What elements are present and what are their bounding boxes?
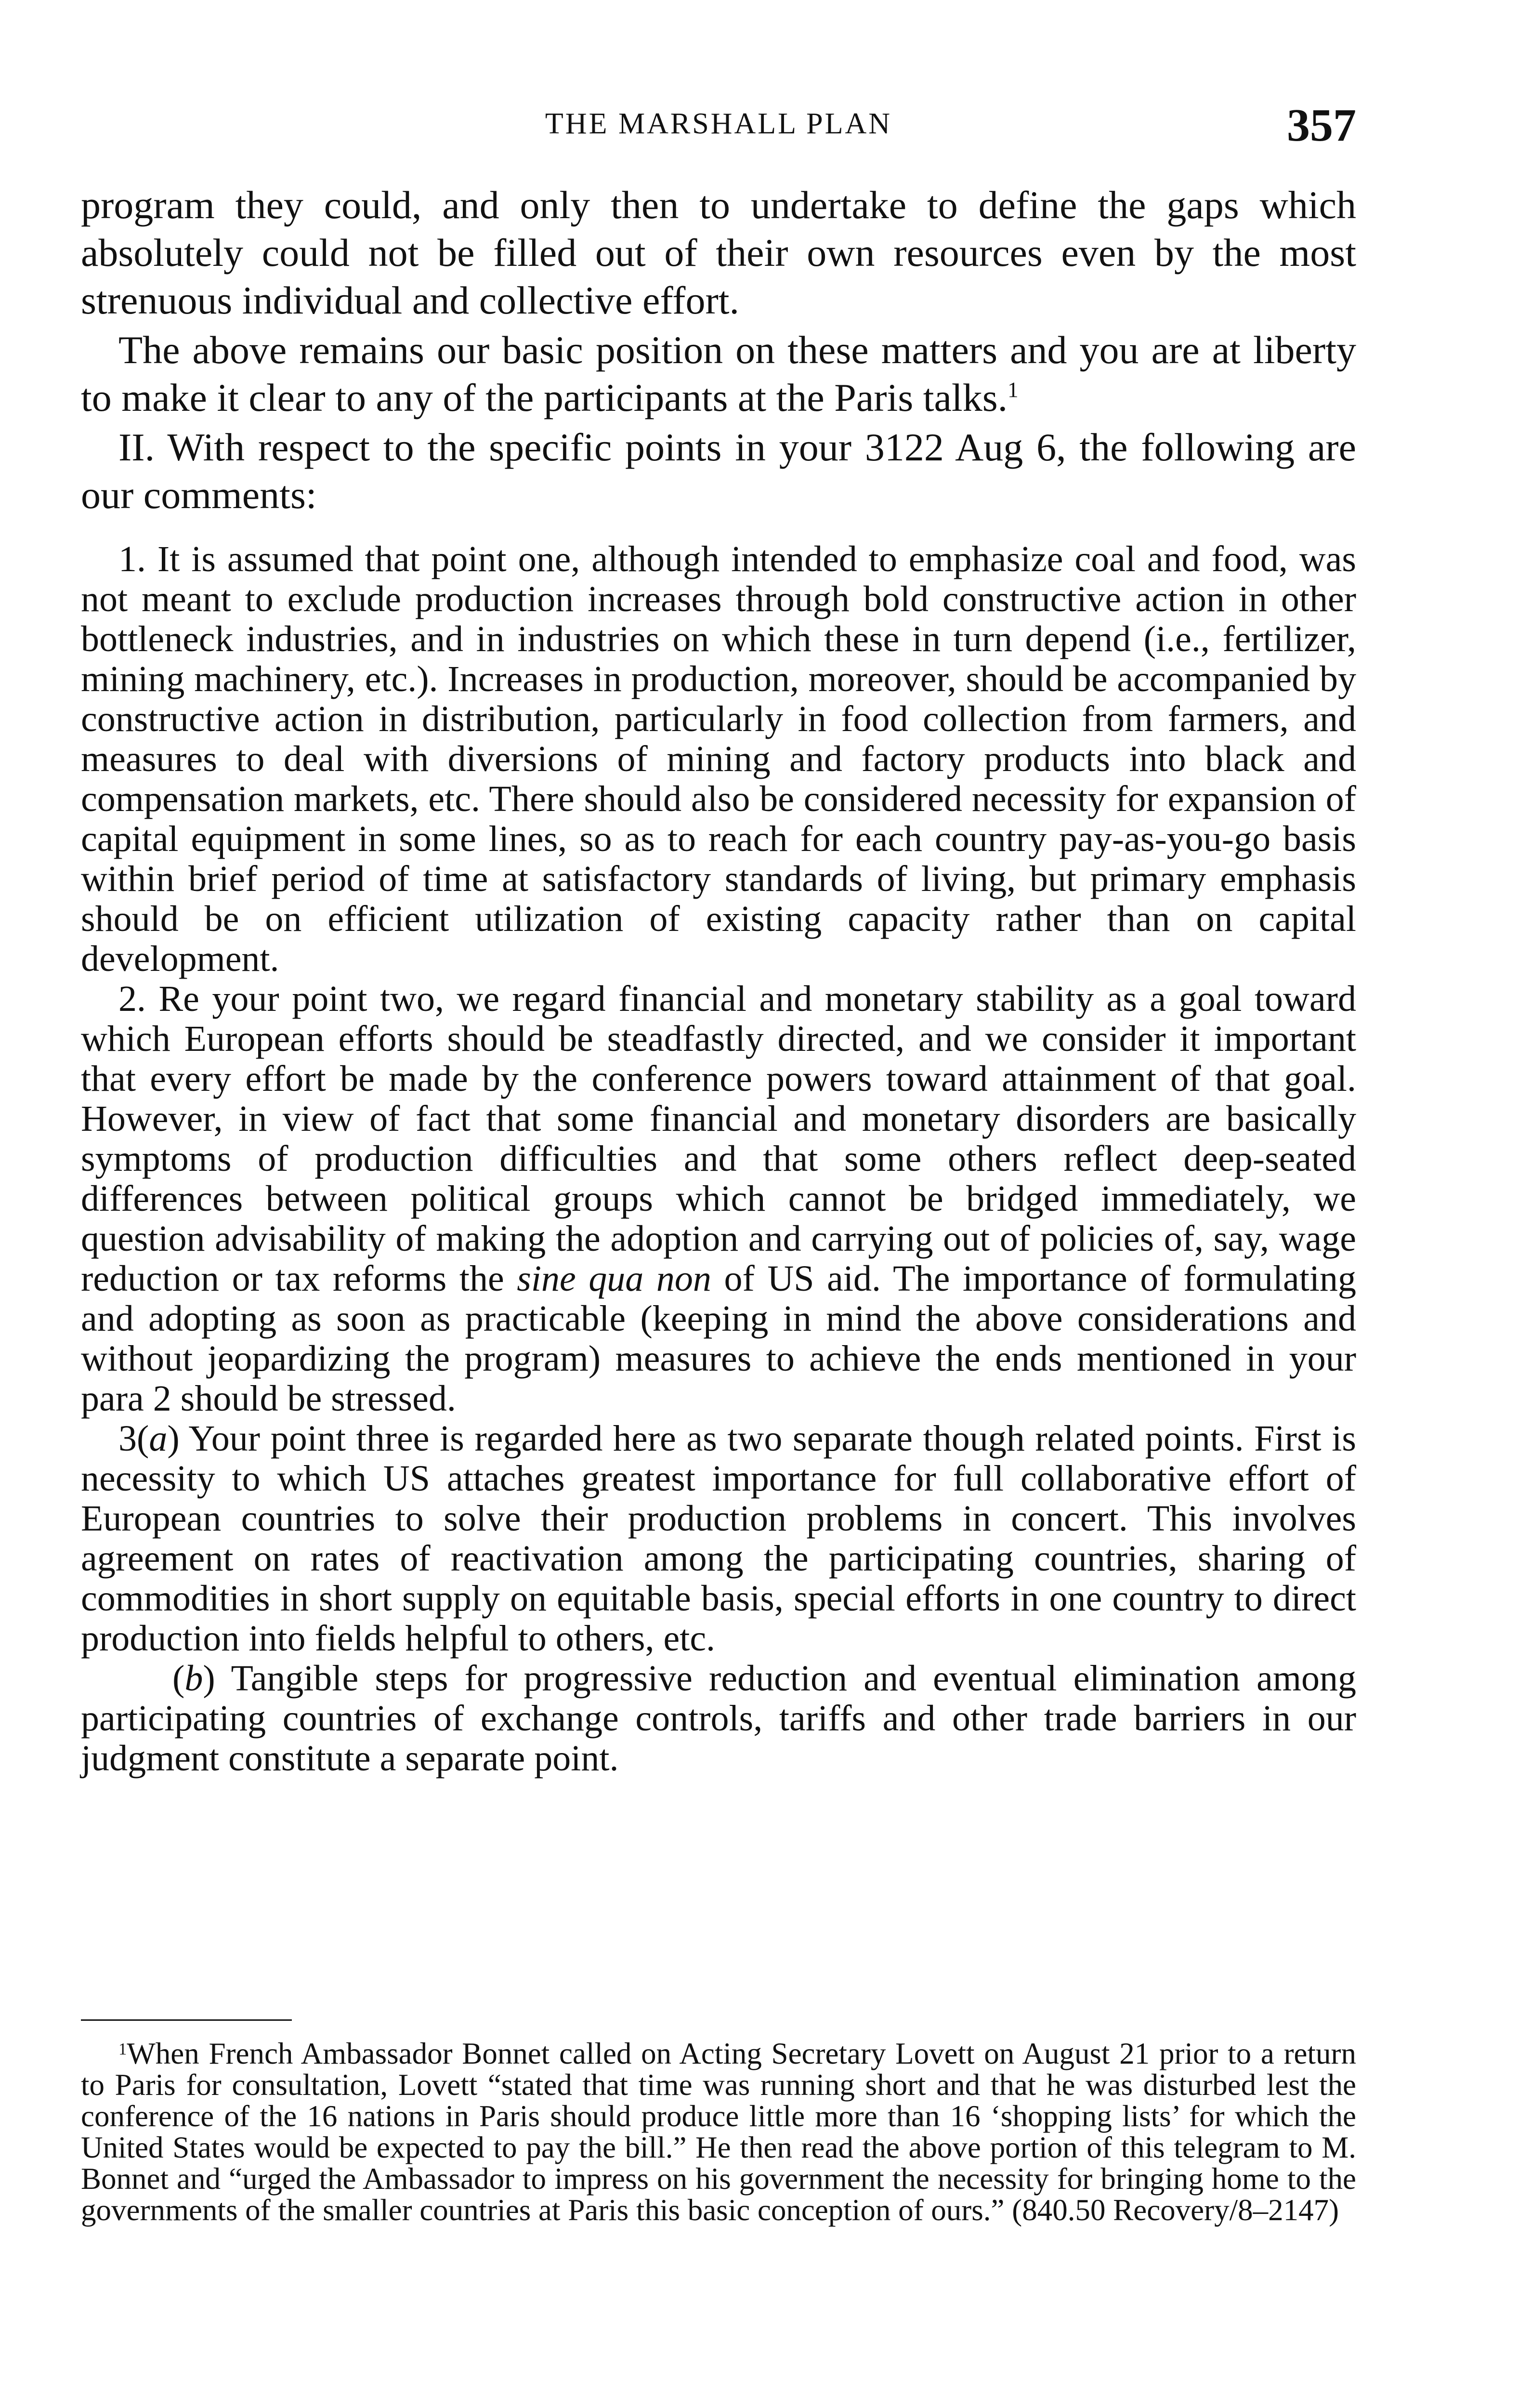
point-3a-label-close: ) — [167, 1418, 180, 1459]
quoted-telegram-points — [81, 539, 1356, 1779]
point-3b-label-close: ) — [203, 1658, 215, 1699]
point-1 — [81, 539, 1356, 979]
paragraph-1-text: program they could, and only then to undertake to define the gaps which absolutely could not be filled out of their own resources even by the most strenuous individual and collective effort. — [81, 183, 1356, 322]
point-3b-label-open: ( — [172, 1658, 185, 1699]
point-3b-text: Tangible steps for progressive reduction and eventual elimination among participating countries of exchange controls, tariffs and other trade barriers in our judgment constitute a separate point. — [81, 1658, 1356, 1779]
body-text — [81, 181, 1356, 519]
point-3a — [81, 1419, 1356, 1659]
running-title: THE MARSHALL PLAN — [545, 107, 892, 140]
point-2 — [81, 979, 1356, 1419]
footnote-text: When French Ambassador Bonnet called on Acting Secretary Lovett on August 21 prior to a return to Paris for consultation, Lovett “stated that time was running short and that he was disturbed lest the conference of the 16 nations in Paris should produce little more than 16 ‘shopping lists’ for which the United States would be expected to pay the bill.” He then read the above portion of this telegram to M. Bonnet and “urged the Ambassador to impress on his government the necessity for bringing home to the governments of the smaller countries at Paris this basic conception of ours.” (840.50 Recovery/8–2147) — [81, 2037, 1356, 2227]
point-3a-label-open: 3( — [118, 1418, 149, 1459]
footnote-reference: 1 — [1008, 378, 1019, 402]
footnote-marker: 1 — [118, 2040, 127, 2058]
point-3b-letter: b — [184, 1658, 203, 1699]
paragraph-3-text: II. With respect to the specific points in your 3122 Aug 6, the following are our comments: — [81, 425, 1356, 517]
paragraph-continuation — [81, 181, 1356, 324]
paragraph-specific-points — [81, 423, 1356, 519]
point-1-text: 1. It is assumed that point one, although intended to emphasize coal and food, was not meant to exclude production increases through bold constructive action in other bottleneck industries, and in industries on which these in turn depend (i.e., fertilizer, mining machinery, etc.). Increases in production, moreover, should be accompanied by constructive action in distribution, particularly in food collection from farmers, and measures to deal with diversions of mining and factory products into black and compensation markets, etc. There should also be considered necessity for expansion of capital equipment in some lines, so as to reach for each country pay-as-you-go basis within brief period of time at satisfactory standards of living, but primary emphasis should be on efficient utilization of existing capacity rather than on capital development. — [81, 539, 1356, 979]
latin-phrase: sine qua non — [517, 1258, 711, 1299]
point-2-text-b: of US aid. The importance of formulating and adopting as soon as practicable (keeping in mind the above considerations and without jeopardizing the program) measures to achieve the ends mentioned in your para 2 should be stressed. — [81, 1258, 1357, 1419]
running-head — [81, 98, 1356, 152]
footnote — [81, 2038, 1356, 2226]
footnote-divider — [81, 2019, 292, 2021]
paragraph-2-text: The above remains our basic position on these matters and you are at liberty to make it clear to any of the participants at the Paris talks. — [81, 328, 1356, 419]
point-3a-letter: a — [149, 1418, 168, 1459]
point-3a-text: Your point three is regarded here as two separate though related points. First is necessity to which US attaches greatest importance for full collaborative effort of European countries to solve their production problems in concert. This involves agreement on rates of reactivation among the participating countries, sharing of commodities in short supply on equitable basis, special efforts in one country to direct production into fields helpful to others, etc. — [81, 1418, 1356, 1659]
page-number: 357 — [1287, 99, 1356, 151]
paragraph-basic-position — [81, 326, 1356, 421]
point-3b — [81, 1659, 1356, 1779]
point-2-text-a: 2. Re your point two, we regard financial and monetary stability as a goal toward which European efforts should be steadfastly directed, and we consider it important that every effort be made by the conference powers toward attainment of that goal. However, in view of fact that some financial and monetary disorders are basically symptoms of production difficulties and that some others reflect deep-seated differences between political groups which cannot be bridged immediately, we question advisability of making the adoption and carrying out of policies of, say, wage reduction or tax reforms the — [81, 979, 1356, 1299]
